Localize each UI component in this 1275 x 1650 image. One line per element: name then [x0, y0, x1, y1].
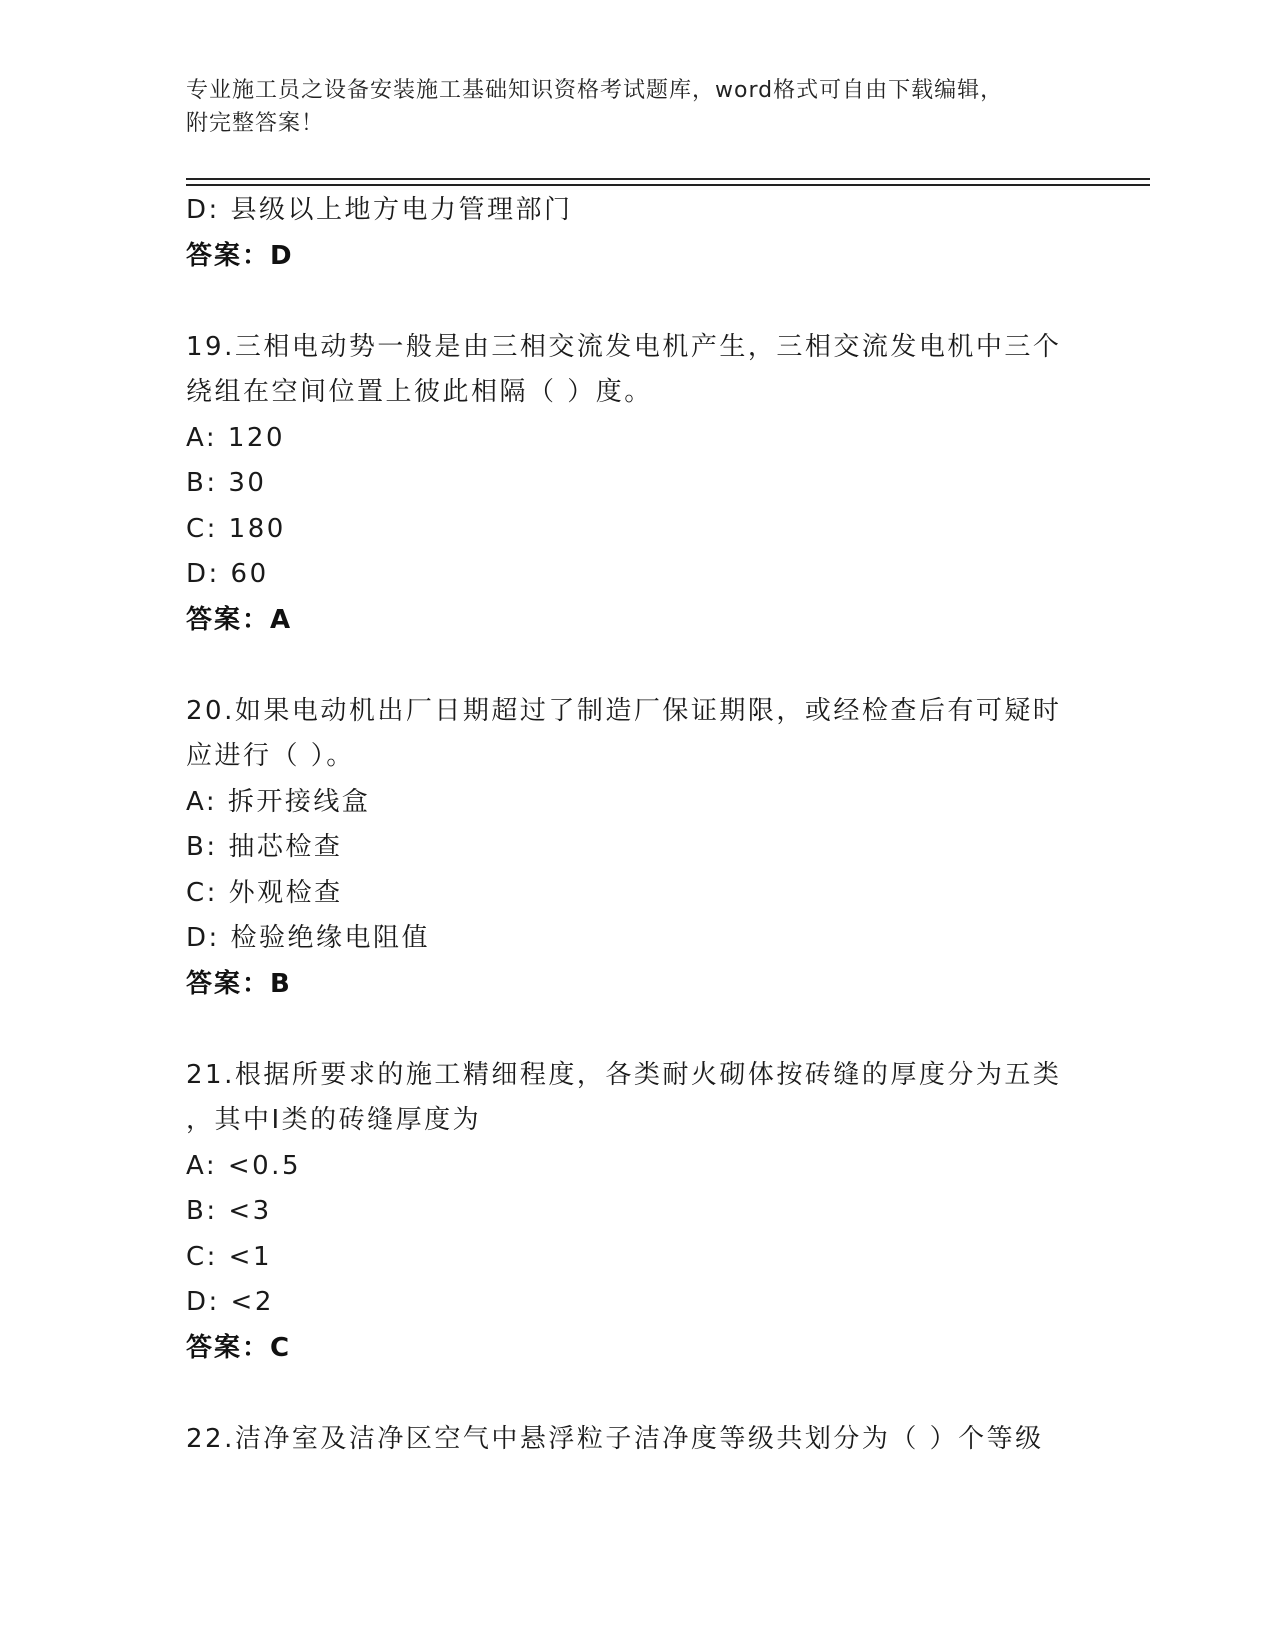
- question-20-text-line-1: 20.如果电动机出厂日期超过了制造厂保证期限，或经检查后有可疑时: [186, 695, 1062, 726]
- question-19: [186, 325, 1086, 644]
- question-20-answer: 答案：B: [186, 968, 292, 999]
- header-line-2: 附完整答案！: [186, 111, 325, 136]
- document-body: [186, 188, 1086, 1462]
- question-21: [186, 1053, 1086, 1372]
- question-19-option-d: D: 60: [186, 559, 269, 589]
- question-21-option-c: C: <1: [186, 1241, 273, 1272]
- question-20-text-line-2: 应进行（ ）。: [186, 741, 355, 771]
- spacer: [186, 1371, 1086, 1417]
- question-19-option-b: B: 30: [186, 468, 267, 498]
- question-19-text-line-2: 绕组在空间位置上彼此相隔（ ）度。: [186, 377, 653, 407]
- question-21-text-line-1: 21.根据所要求的施工精细程度，各类耐火砌体按砖缝的厚度分为五类: [186, 1059, 1062, 1090]
- question-19-text-line-1: 19.三相电动势一般是由三相交流发电机产生，三相交流发电机中三个: [186, 331, 1062, 362]
- prev-answer: 答案：D: [186, 240, 294, 271]
- question-19-option-a: A: 120: [186, 422, 285, 453]
- question-20: [186, 689, 1086, 1008]
- question-21-option-a: A: <0.5: [186, 1150, 301, 1181]
- question-21-option-d: D: <2: [186, 1287, 274, 1317]
- header-line-1: 专业施工员之设备安装施工基础知识资格考试题库，word格式可自由下载编辑，: [186, 78, 1004, 103]
- header-divider-top: [186, 178, 1150, 180]
- question-19-answer: 答案：A: [186, 604, 293, 635]
- question-22: [186, 1417, 1086, 1463]
- question-19-option-c: C: 180: [186, 513, 286, 544]
- document-header: [186, 74, 1086, 140]
- spacer: [186, 279, 1086, 325]
- question-21-answer: 答案：C: [186, 1332, 292, 1363]
- question-22-text-line-1: 22.洁净室及洁净区空气中悬浮粒子洁净度等级共划分为（ ）个等级: [186, 1423, 1044, 1454]
- question-21-text-line-2: ，其中Ⅰ类的砖缝厚度为: [186, 1105, 482, 1135]
- header-divider-bottom: [186, 184, 1150, 186]
- question-20-option-b: B: 抽芯检查: [186, 832, 343, 862]
- spacer: [186, 1007, 1086, 1053]
- prev-option-d: D: 县级以上地方电力管理部门: [186, 195, 573, 225]
- question-20-option-a: A: 拆开接线盒: [186, 786, 371, 817]
- question-20-option-d: D: 检验绝缘电阻值: [186, 923, 431, 953]
- question-21-option-b: B: <3: [186, 1196, 272, 1226]
- question-20-option-c: C: 外观检查: [186, 877, 343, 908]
- spacer: [186, 643, 1086, 689]
